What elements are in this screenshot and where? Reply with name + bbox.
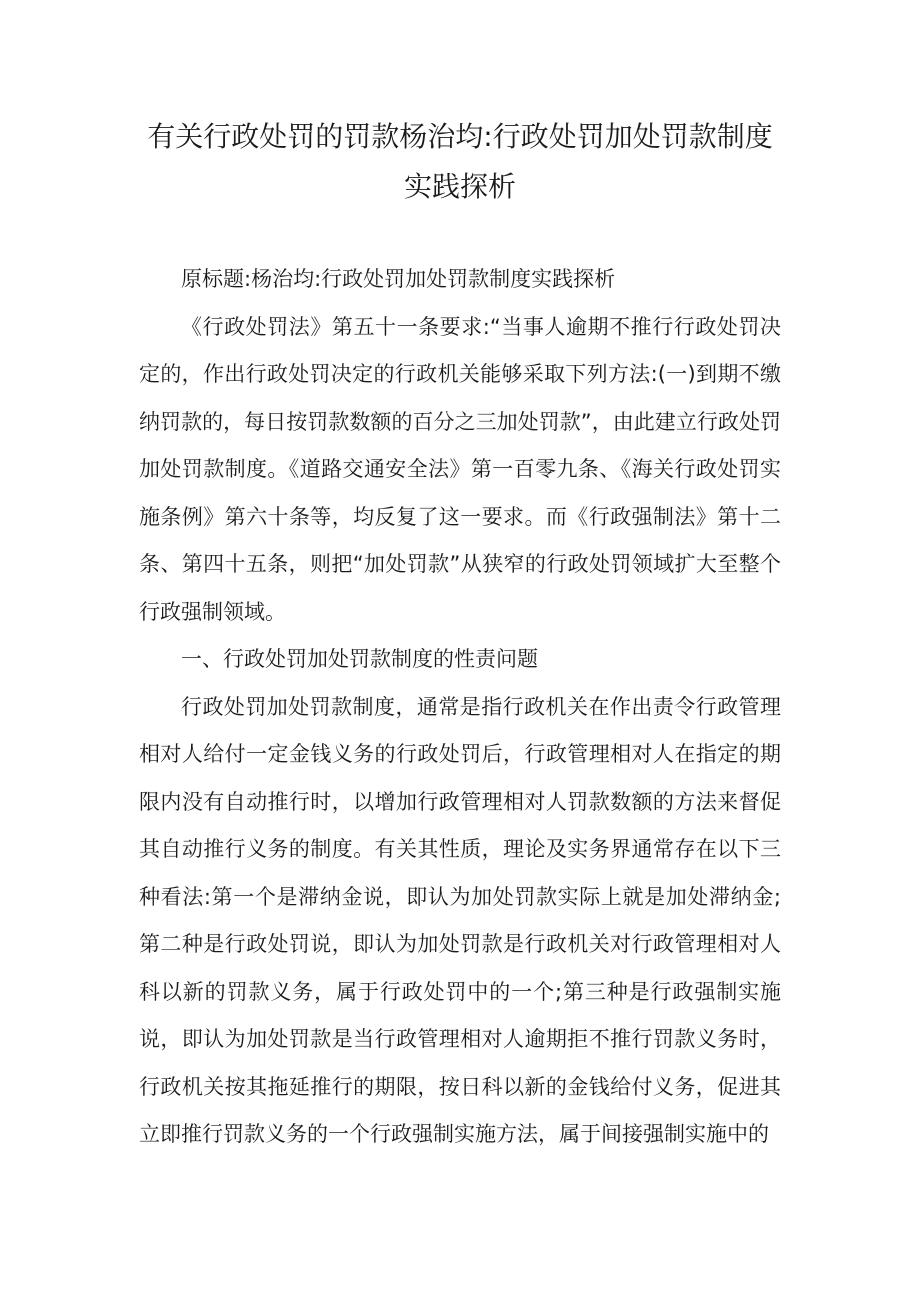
body-paragraph: 行政处罚加处罚款制度，通常是指行政机关在作出责令行政管理相对人给付一定金钱义务的行政处罚后，行政管理相对人在指定的期限内没有自动推行时，以增加行政管理相对人罚款数额的方法来督促其自动推行义务的制度。有关其性质，理论及实务界通常存在以下三种看法:第一个是滞纳金说，即认为加处罚款实际上就是加处滞纳金;第二种是行政处罚说，即认为加处罚款是行政机关对行政管理相对人科以新的罚款义务，属于行政处罚中的一个;第三种是行政强制实施说，即认为加处罚款是当行政管理相对人逾期拒不推行罚款义务时，行政机关按其拖延推行的期限，按日科以新的金钱给付义务，促进其立即推行罚款义务的一个行政强制实施方法，属于间接强制实施中的 xyxy=(139,694,781,1146)
document-title xyxy=(120,112,800,212)
document-body xyxy=(139,256,781,1159)
body-paragraph: 《行政处罚法》第五十一条要求:“当事人逾期不推行行政处罚决定的，作出行政处罚决定的行政机关能够采取下列方法:(一)到期不缴纳罚款的，每日按罚款数额的百分之三加处罚款”，由此建立行政处罚加处罚款制度。《道路交通安全法》第一百零九条、《海关行政处罚实施条例》第六十条等，均反复了这一要求。而《行政强制法》第十二条、第四十五条，则把“加处罚款”从狭窄的行政处罚领域扩大至整个行政强制领域。 xyxy=(139,314,781,624)
title-line-1: 有关行政处罚的罚款杨治均:行政处罚加处罚款制度 xyxy=(147,120,773,153)
section-heading: 一、行政处罚加处罚款制度的性责问题 xyxy=(181,647,538,671)
title-line-2: 实践探析 xyxy=(403,170,516,203)
original-title-paragraph: 原标题:杨治均:行政处罚加处罚款制度实践探析 xyxy=(181,267,616,291)
